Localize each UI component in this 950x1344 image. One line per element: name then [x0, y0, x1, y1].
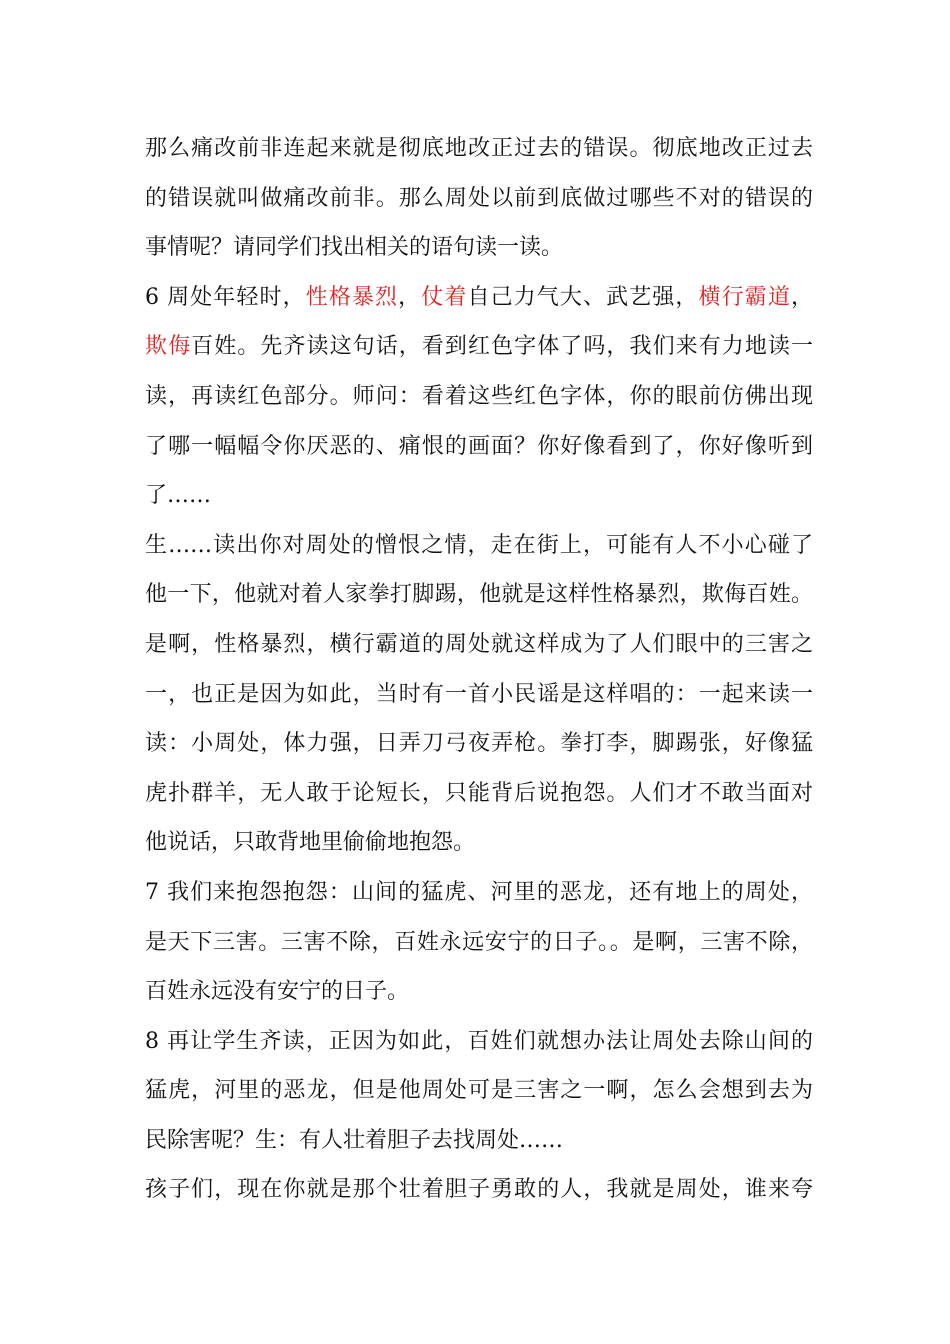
highlighted-text: 性格暴烈 [305, 284, 399, 310]
text-line [145, 422, 813, 472]
text-segment: 8 再让学生齐读，正因为如此，百姓们就想办法让周处去除山间的 [145, 1028, 813, 1054]
text-line [145, 273, 813, 323]
highlighted-text: 横行霸道 [698, 284, 791, 310]
text-line [145, 521, 813, 571]
text-segment: 孩子们，现在你就是那个壮着胆子勇敢的人，我就是周处，谁来夸 [145, 1177, 813, 1203]
text-segment: ， [398, 284, 422, 310]
text-line [145, 223, 813, 273]
text-line [145, 670, 813, 720]
highlighted-text: 欺侮 [145, 334, 192, 360]
text-line [145, 1017, 813, 1067]
text-segment: 他一下，他就对着人家拳打脚踢，他就是这样性格暴烈，欺侮百姓。 [145, 582, 813, 608]
text-segment: 猛虎，河里的恶龙，但是他周处可是三害之一啊，怎么会想到去为 [145, 1078, 813, 1104]
text-segment: 事情呢？请同学们找出相关的语句读一读。 [145, 235, 564, 261]
text-line [145, 620, 813, 670]
highlighted-text: 仗着 [421, 284, 468, 310]
text-line [145, 124, 813, 174]
text-line [145, 769, 813, 819]
text-segment: 他说话，只敢背地里偷偷地抱怨。 [145, 830, 476, 856]
text-segment: 了哪一幅幅令你厌恶的、痛恨的画面？你好像看到了，你好像听到 [145, 433, 813, 459]
text-segment: 了…… [145, 483, 212, 509]
text-segment: 6 周处年轻时， [145, 284, 306, 310]
text-segment: 读，再读红色部分。师问：看着这些红色字体，你的眼前仿佛出现 [145, 383, 813, 409]
text-line [145, 372, 813, 422]
text-segment: 一，也正是因为如此，当时有一首小民谣是这样唱的：一起来读一 [145, 681, 813, 707]
document-page [145, 124, 813, 1215]
text-line [145, 818, 813, 868]
text-line [145, 471, 813, 521]
text-segment: 自己力气大、武艺强， [467, 284, 699, 310]
text-line [145, 967, 813, 1017]
text-line [145, 1165, 813, 1215]
text-line [145, 174, 813, 224]
text-segment: 百姓永远没有安宁的日子。 [145, 979, 410, 1005]
text-segment: 虎扑群羊，无人敢于论短长，只能背后说抱怨。人们才不敢当面对 [145, 780, 813, 806]
text-line [145, 918, 813, 968]
text-segment: 读：小周处，体力强，日弄刀弓夜弄枪。拳打李，脚踢张，好像猛 [145, 731, 813, 757]
text-segment: 民除害呢？生：有人壮着胆子去找周处…… [145, 1127, 564, 1153]
text-segment: 百姓。先齐读这句话，看到红色字体了吗，我们来有力地读一 [191, 334, 813, 360]
text-line [145, 868, 813, 918]
text-segment: ， [790, 284, 813, 310]
text-line [145, 570, 813, 620]
text-segment: 是啊，性格暴烈，横行霸道的周处就这样成为了人们眼中的三害之 [145, 631, 813, 657]
text-line [145, 322, 813, 372]
text-segment: 那么痛改前非连起来就是彻底地改正过去的错误。彻底地改正过去 [145, 136, 813, 161]
text-line [145, 1116, 813, 1166]
text-segment: 是天下三害。三害不除，百姓永远安宁的日子。。是啊，三害不除， [145, 929, 813, 955]
text-line [145, 1066, 813, 1116]
text-segment: 生……读出你对周处的憎恨之情，走在街上，可能有人不小心碰了 [145, 532, 813, 558]
text-segment: 7 我们来抱怨抱怨：山间的猛虎、河里的恶龙，还有地上的周处， [145, 879, 813, 905]
text-segment: 的错误就叫做痛改前非。那么周处以前到底做过哪些不对的错误的 [145, 185, 813, 211]
text-line [145, 719, 813, 769]
